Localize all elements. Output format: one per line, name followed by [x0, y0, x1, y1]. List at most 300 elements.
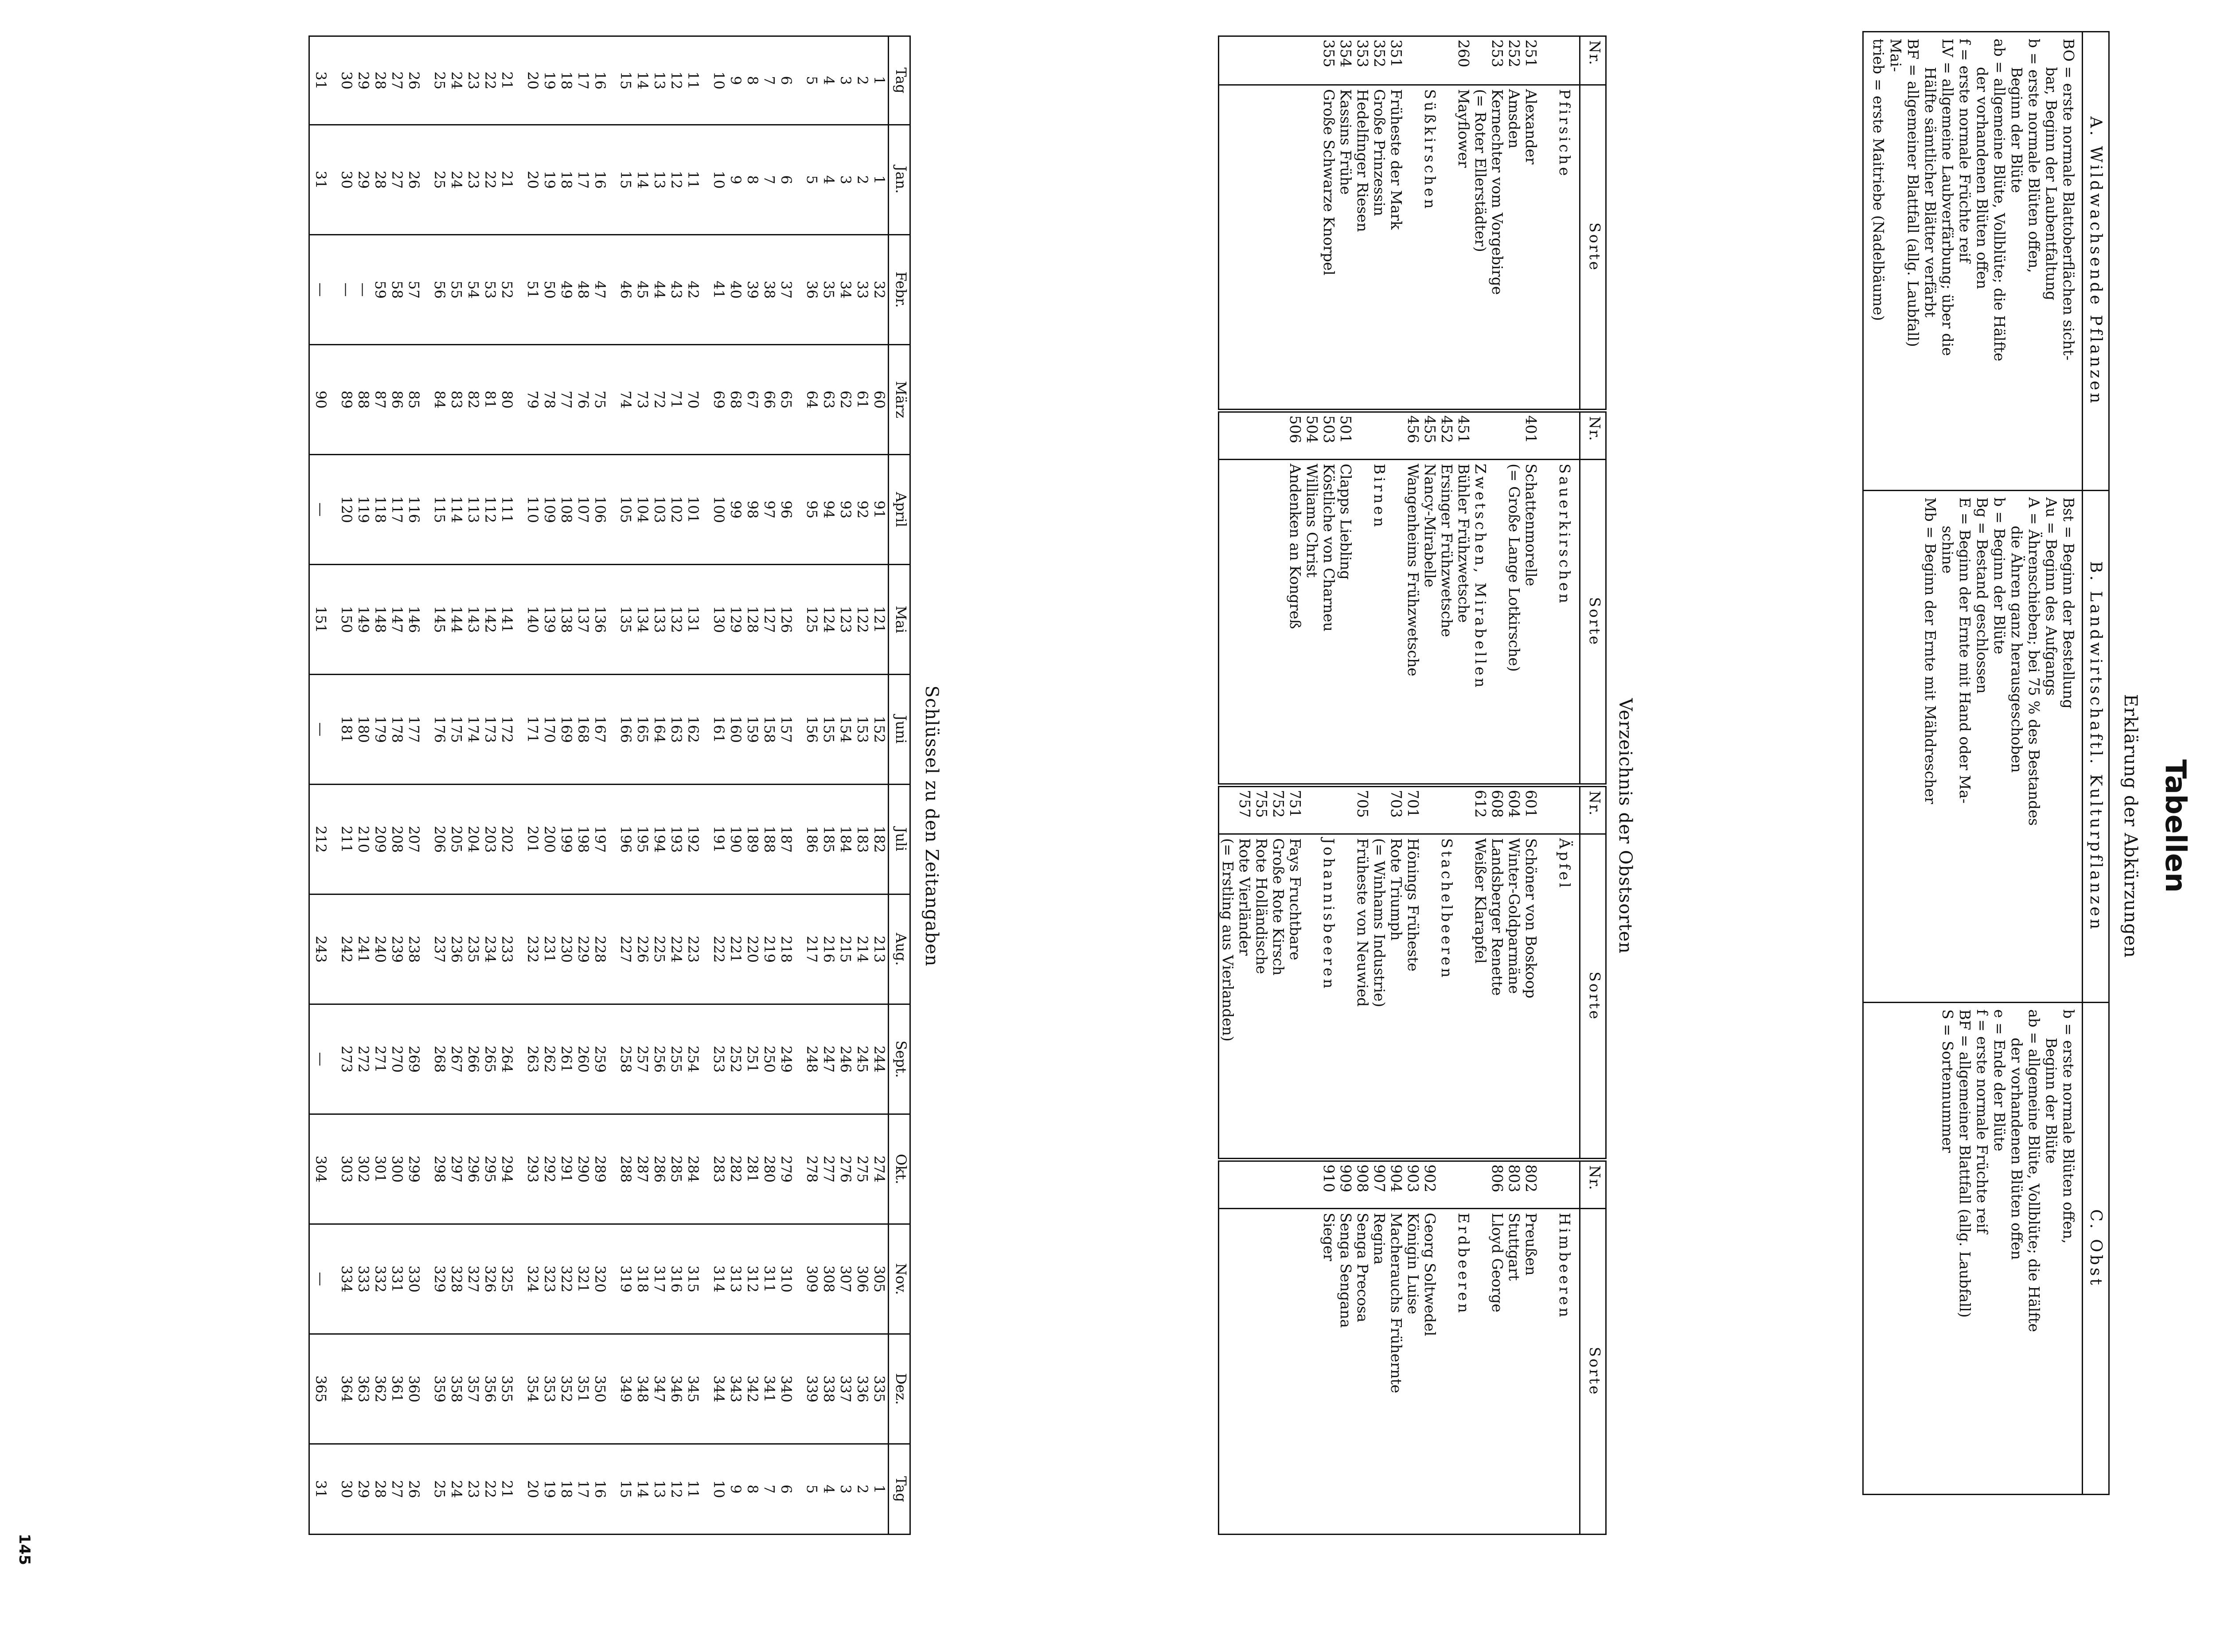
spacer-cell	[609, 455, 617, 565]
day-number-cell: 155	[820, 675, 837, 785]
day-cell: 12	[668, 1444, 685, 1535]
variety-name: Lloyd George	[1489, 1213, 1506, 1312]
day-cell: 25	[431, 36, 448, 125]
day-cell: 20	[524, 1444, 541, 1535]
legend-line: der vorhandenen Blüten offen	[2008, 1038, 2025, 1260]
day-number-cell: 146	[406, 565, 422, 675]
spacer-cell	[515, 894, 524, 1004]
variety-name: Macherauchs Frühernte	[1388, 1213, 1405, 1394]
spacer-cell	[515, 1224, 524, 1334]
day-number-cell: 285	[668, 1114, 685, 1224]
legend-line: b = Beginn der Blüte	[1991, 497, 2008, 654]
variety-name: Regina	[1371, 1213, 1388, 1265]
day-number-cell: 77	[558, 345, 575, 455]
day-number-cell: 254	[685, 1004, 702, 1114]
day-cell: 9	[727, 36, 744, 125]
variety-column	[1219, 834, 1580, 1160]
day-number-cell: 9	[727, 125, 744, 235]
day-number-cell: 199	[558, 785, 575, 894]
day-number-cell: 161	[710, 675, 727, 785]
variety-name: Früheste von Neuwied	[1354, 838, 1371, 1007]
time-key-subtitle: Schlüssel zu den Zeitangaben	[921, 685, 942, 967]
legend-line: Beginn der Blüte	[2043, 1038, 2060, 1164]
legend-line: A = Ährenschieben; bei 75 % des Bestandes	[2025, 497, 2043, 826]
variety-column	[1219, 460, 1580, 785]
variety-name: Große Rote Kirsch	[1270, 838, 1287, 976]
day-number-cell: 248	[804, 1004, 820, 1114]
day-number-cell: 310	[778, 1224, 795, 1334]
day-number-cell: 61	[854, 345, 871, 455]
day-cell: 8	[744, 1444, 761, 1535]
variety-number: 501	[1337, 415, 1354, 443]
day-number-cell: 37	[778, 235, 795, 345]
day-number-cell: 327	[465, 1224, 482, 1334]
day-number-cell: 301	[372, 1114, 389, 1224]
day-number-cell: 24	[448, 125, 465, 235]
variety-number: 506	[1287, 415, 1304, 443]
day-number-cell: 250	[761, 1004, 778, 1114]
day-number-cell: 264	[499, 1004, 515, 1114]
day-number-cell: 143	[465, 565, 482, 675]
variety-name: Senga Sengana	[1337, 1213, 1354, 1328]
spacer-cell	[609, 345, 617, 455]
day-cell: 5	[804, 1444, 820, 1535]
day-number-cell: 230	[558, 894, 575, 1004]
spacer-cell	[422, 125, 431, 235]
day-cell: 22	[482, 36, 499, 125]
day-number-cell: 243	[309, 894, 330, 1004]
legend-line: bar, Beginn der Laubentfaltung	[2043, 67, 2060, 301]
day-number-cell: 193	[668, 785, 685, 894]
fruit-group-heading: Zwetschen, Mirabellen	[1472, 464, 1489, 690]
page-title: Tabellen	[2159, 759, 2192, 893]
day-number-cell: 313	[727, 1224, 744, 1334]
day-number-cell: 15	[617, 125, 634, 235]
day-number-cell: 247	[820, 1004, 837, 1114]
day-number-cell: 11	[685, 125, 702, 235]
day-number-cell: 114	[448, 455, 465, 565]
fruit-varieties-table	[1218, 35, 1607, 1535]
variety-name: Williams Christ	[1303, 464, 1321, 578]
spacer-cell	[329, 345, 338, 455]
variety-name: (= Große Lange Lotkirsche)	[1506, 464, 1523, 672]
month-header: Okt.	[889, 1114, 910, 1224]
day-number-cell: 231	[541, 894, 558, 1004]
variety-name: Georg Soltwedel	[1421, 1213, 1439, 1336]
spacer-cell	[329, 36, 338, 125]
spacer-cell	[702, 1004, 710, 1114]
spacer-cell	[422, 565, 431, 675]
variety-name: Bühler Frühzwetsche	[1455, 464, 1472, 623]
day-number-cell: 63	[820, 345, 837, 455]
crop-plants-header: B. Landwirtschaftl. Kulturpflanzen	[2083, 491, 2109, 1003]
day-number-cell: 232	[524, 894, 541, 1004]
day-number-cell: 334	[338, 1224, 355, 1334]
day-number-cell: 202	[499, 785, 515, 894]
spacer-cell	[422, 894, 431, 1004]
variety-name: Mayflower	[1455, 89, 1472, 168]
day-number-cell: 336	[854, 1334, 871, 1444]
day-number-cell: 286	[651, 1114, 668, 1224]
day-number-cell: 128	[744, 565, 761, 675]
day-number-cell: 168	[575, 675, 592, 785]
spacer-cell	[329, 1444, 338, 1535]
day-number-cell: 252	[727, 1004, 744, 1114]
variety-name: Schöner von Boskoop	[1522, 838, 1540, 999]
day-number-cell: 97	[761, 455, 778, 565]
day-number-cell: 104	[634, 455, 651, 565]
day-cell: 20	[524, 36, 541, 125]
day-cell: 27	[389, 1444, 406, 1535]
day-cell: 11	[685, 36, 702, 125]
spacer-cell	[609, 565, 617, 675]
varieties-subtitle: Verzeichnis der Obstsorten	[1615, 698, 1635, 954]
legend-line: b = erste normale Blüten offen,	[2060, 1009, 2077, 1244]
day-number-cell: 217	[804, 894, 820, 1004]
variety-number: 755	[1253, 790, 1270, 818]
day-number-cell: 245	[854, 1004, 871, 1114]
row-spacer	[609, 36, 617, 1535]
variety-name: Ersinger Frühzwetsche	[1438, 464, 1455, 637]
variety-name	[1354, 464, 1371, 780]
day-number-cell: —	[309, 675, 330, 785]
day-number-cell: 92	[854, 455, 871, 565]
day-number-cell: 346	[668, 1334, 685, 1444]
day-number-cell: 176	[431, 675, 448, 785]
variety-name: Schattenmorelle	[1522, 464, 1540, 586]
day-number-cell: 273	[338, 1004, 355, 1114]
variety-number	[1539, 1164, 1556, 1204]
day-number-cell: 357	[465, 1334, 482, 1444]
variety-number	[1405, 39, 1421, 81]
month-header: Tag	[889, 36, 910, 125]
table-row	[541, 36, 558, 1535]
day-cell: 4	[820, 1444, 837, 1535]
day-number-cell: 292	[541, 1114, 558, 1224]
day-number-cell: 326	[482, 1224, 499, 1334]
day-number-cell: 14	[634, 125, 651, 235]
day-number-cell: 50	[541, 235, 558, 345]
spacer-cell	[795, 1224, 804, 1334]
variety-number	[1320, 790, 1337, 830]
day-number-cell: 302	[355, 1114, 372, 1224]
day-number-cell: 82	[465, 345, 482, 455]
table-row	[854, 36, 871, 1535]
day-number-cell: 309	[804, 1224, 820, 1334]
day-number-cell: 135	[617, 565, 634, 675]
day-number-cell: 124	[820, 565, 837, 675]
day-number-cell: 172	[499, 675, 515, 785]
day-number-cell: 278	[804, 1114, 820, 1224]
day-number-cell: 90	[309, 345, 330, 455]
day-number-cell: 80	[499, 345, 515, 455]
day-number-cell: 228	[592, 894, 609, 1004]
variety-name: Winter-Goldparmäne	[1506, 838, 1523, 994]
day-number-cell: 347	[651, 1334, 668, 1444]
day-number-cell: 96	[778, 455, 795, 565]
month-header: Nov.	[889, 1224, 910, 1334]
day-number-cell: 55	[448, 235, 465, 345]
day-cell: 1	[871, 36, 889, 125]
day-cell: 26	[406, 1444, 422, 1535]
day-number-cell: 174	[465, 675, 482, 785]
day-number-cell: 192	[685, 785, 702, 894]
day-number-cell: 322	[558, 1224, 575, 1334]
variety-number	[1354, 415, 1371, 455]
variety-number: 910	[1320, 1164, 1338, 1192]
day-number-cell: 198	[575, 785, 592, 894]
spacer-cell	[795, 1444, 804, 1535]
day-number-cell: 17	[575, 125, 592, 235]
variety-number	[1539, 415, 1556, 455]
day-number-cell: 54	[465, 235, 482, 345]
nr-column-header: Nr.	[1580, 411, 1606, 460]
day-number-cell: 226	[634, 894, 651, 1004]
variety-number: 351	[1388, 39, 1405, 67]
variety-number: 612	[1472, 790, 1489, 818]
day-number-cell: 331	[389, 1224, 406, 1334]
variety-number: 703	[1388, 790, 1405, 818]
day-number-cell: 329	[431, 1224, 448, 1334]
day-number-cell: 281	[744, 1114, 761, 1224]
table-row	[804, 36, 820, 1535]
variety-name	[1438, 1213, 1455, 1530]
variety-number	[1455, 790, 1472, 830]
day-number-cell: 297	[448, 1114, 465, 1224]
day-cell: 6	[778, 36, 795, 125]
spacer-cell	[795, 1114, 804, 1224]
day-number-cell: 137	[575, 565, 592, 675]
day-number-cell: 258	[617, 1004, 634, 1114]
day-number-cell: 304	[309, 1114, 330, 1224]
day-number-cell: 102	[668, 455, 685, 565]
day-cell: 24	[448, 1444, 465, 1535]
spacer-cell	[422, 675, 431, 785]
day-number-cell: 271	[372, 1004, 389, 1114]
spacer-cell	[795, 785, 804, 894]
day-number-cell: 73	[634, 345, 651, 455]
day-number-cell: 305	[871, 1224, 889, 1334]
day-number-cell: 194	[651, 785, 668, 894]
day-number-cell: 345	[685, 1334, 702, 1444]
day-cell: 13	[651, 1444, 668, 1535]
day-cell: 30	[338, 1444, 355, 1535]
spacer-cell	[702, 235, 710, 345]
day-number-cell: 300	[389, 1114, 406, 1224]
day-number-cell: 184	[837, 785, 854, 894]
day-number-cell: 342	[744, 1334, 761, 1444]
spacer-cell	[515, 785, 524, 894]
legend-line: b = erste normale Blüten offen,	[2025, 39, 2043, 273]
day-number-cell: 242	[338, 894, 355, 1004]
day-cell: 11	[685, 1444, 702, 1535]
spacer-cell	[609, 1334, 617, 1444]
day-number-cell: 28	[372, 125, 389, 235]
day-number-cell: 249	[778, 1004, 795, 1114]
day-number-cell: 177	[406, 675, 422, 785]
legend-line: ab = allgemeine Blüte, Vollblüte; die Hälfte	[1991, 39, 2008, 362]
spacer-cell	[609, 894, 617, 1004]
spacer-cell	[609, 1004, 617, 1114]
day-number-cell: 269	[406, 1004, 422, 1114]
month-header: Febr.	[889, 235, 910, 345]
variety-name	[1472, 1213, 1489, 1530]
day-cell: 13	[651, 36, 668, 125]
day-number-cell: 121	[871, 565, 889, 675]
day-cell: 15	[617, 36, 634, 125]
variety-number: 902	[1421, 1164, 1439, 1192]
day-number-cell: 220	[744, 894, 761, 1004]
legend-line: f = erste normale Früchte reif	[1956, 39, 1974, 263]
variety-number: 456	[1405, 415, 1422, 443]
day-number-cell: 236	[448, 894, 465, 1004]
day-number-cell: 183	[854, 785, 871, 894]
day-number-cell: 187	[778, 785, 795, 894]
day-number-cell: 201	[524, 785, 541, 894]
variety-number	[1421, 39, 1438, 81]
day-number-cell: 234	[482, 894, 499, 1004]
variety-number: 705	[1354, 790, 1371, 818]
day-cell: 10	[710, 1444, 727, 1535]
day-number-cell: 191	[710, 785, 727, 894]
variety-number: 803	[1506, 1164, 1523, 1192]
day-cell: 17	[575, 36, 592, 125]
day-cell: 5	[804, 36, 820, 125]
day-number-cell: 151	[309, 565, 330, 675]
variety-name: Sieger	[1320, 1213, 1338, 1261]
variety-name: Landsberger Renette	[1489, 838, 1506, 996]
legend-line: e = Ende der Blüte	[1991, 1009, 2008, 1152]
day-number-cell: 34	[837, 235, 854, 345]
day-cell: 26	[406, 36, 422, 125]
day-number-cell: 170	[541, 675, 558, 785]
variety-number: 752	[1270, 790, 1287, 818]
day-number-cell: 127	[761, 565, 778, 675]
spacer-cell	[515, 675, 524, 785]
day-number-cell: —	[309, 455, 330, 565]
day-number-cell: 244	[871, 1004, 889, 1114]
spacer-cell	[609, 1444, 617, 1535]
day-number-cell: 47	[592, 235, 609, 345]
variety-name: Früheste der Mark	[1388, 89, 1405, 230]
month-header: Dez.	[889, 1334, 910, 1444]
variety-name	[1455, 838, 1472, 1154]
day-number-cell: 222	[710, 894, 727, 1004]
spacer-cell	[609, 675, 617, 785]
variety-number: 701	[1405, 790, 1422, 818]
day-number-cell: 178	[389, 675, 406, 785]
table-row	[744, 36, 761, 1535]
day-number-cell: 89	[338, 345, 355, 455]
variety-number	[1455, 1164, 1472, 1204]
variety-number: 806	[1489, 1164, 1506, 1192]
variety-name	[1489, 464, 1506, 780]
day-number-cell: 76	[575, 345, 592, 455]
table-row	[309, 36, 330, 1535]
day-number-cell: 212	[309, 785, 330, 894]
day-number-cell: 144	[448, 565, 465, 675]
day-number-cell: 188	[761, 785, 778, 894]
table-row	[431, 36, 448, 1535]
variety-name: Große Schwarze Knorpel	[1320, 89, 1338, 276]
variety-number: 352	[1371, 39, 1388, 67]
day-number-cell: 68	[727, 345, 744, 455]
day-number-cell: 117	[389, 455, 406, 565]
table-row	[558, 36, 575, 1535]
table-row	[406, 36, 422, 1535]
spacer-cell	[609, 785, 617, 894]
spacer-cell	[702, 125, 710, 235]
day-number-cell: 91	[871, 455, 889, 565]
day-number-cell: 41	[710, 235, 727, 345]
variety-number: 451	[1455, 415, 1472, 443]
legend-line: BF = allgemeiner Blattfall (allg. Laubfall)	[1904, 39, 1922, 347]
variety-number: 355	[1320, 39, 1338, 67]
day-cell: 3	[837, 36, 854, 125]
day-number-cell: 142	[482, 565, 499, 675]
day-number-cell: 283	[710, 1114, 727, 1224]
month-header: Mai	[889, 565, 910, 675]
day-number-cell: 95	[804, 455, 820, 565]
fruit-group-heading: Pfirsiche	[1556, 89, 1573, 179]
day-number-cell: 351	[575, 1334, 592, 1444]
day-cell: 28	[372, 36, 389, 125]
spacer-cell	[329, 455, 338, 565]
variety-number: 802	[1522, 1164, 1540, 1192]
row-spacer	[515, 36, 524, 1535]
day-number-cell: 110	[524, 455, 541, 565]
month-header: Jan.	[889, 125, 910, 235]
day-number-cell: 268	[431, 1004, 448, 1114]
table-row	[355, 36, 372, 1535]
variety-number: 354	[1337, 39, 1354, 67]
day-number-cell: 239	[389, 894, 406, 1004]
table-row	[668, 36, 685, 1535]
day-number-cell: 211	[338, 785, 355, 894]
day-number-cell: 160	[727, 675, 744, 785]
legend-line: schine	[1939, 526, 1956, 574]
variety-number: 903	[1405, 1164, 1422, 1192]
day-number-cell: 111	[499, 455, 515, 565]
day-number-cell: 359	[431, 1334, 448, 1444]
day-number-cell: 360	[406, 1334, 422, 1444]
variety-number	[1388, 415, 1405, 455]
day-number-cell: 276	[837, 1114, 854, 1224]
day-number-cell: 62	[837, 345, 854, 455]
day-number-cell: 138	[558, 565, 575, 675]
variety-number: 504	[1303, 415, 1321, 443]
day-number-cell: 165	[634, 675, 651, 785]
day-number-cell: 60	[871, 345, 889, 455]
day-number-cell: 240	[372, 894, 389, 1004]
day-cell: 19	[541, 1444, 558, 1535]
table-row	[727, 36, 744, 1535]
day-number-cell: 284	[685, 1114, 702, 1224]
day-number-cell: 52	[499, 235, 515, 345]
day-number-cell: 229	[575, 894, 592, 1004]
variety-number	[1556, 39, 1573, 81]
day-number-cell: 158	[761, 675, 778, 785]
spacer-cell	[702, 565, 710, 675]
day-number-cell: 20	[524, 125, 541, 235]
month-header: Aug.	[889, 894, 910, 1004]
fruit-group-heading: Stachelbeeren	[1438, 838, 1455, 980]
month-header: Juni	[889, 675, 910, 785]
day-number-cell: 255	[668, 1004, 685, 1114]
day-number-cell: —	[309, 235, 330, 345]
spacer-cell	[329, 1224, 338, 1334]
day-number-cell: 31	[309, 125, 330, 235]
